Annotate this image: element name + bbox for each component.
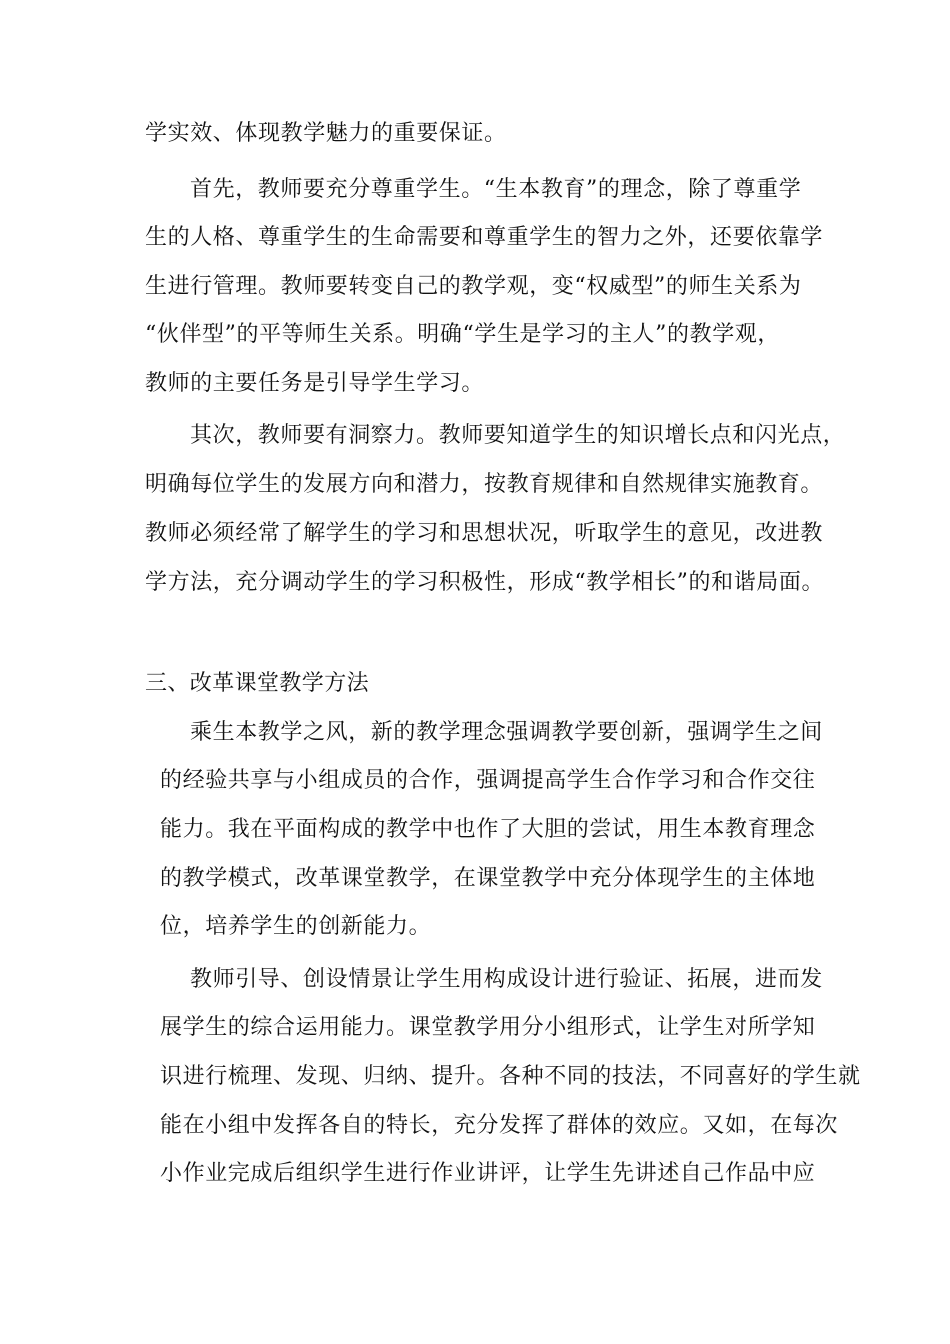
- paragraph-line: 乘生本教学之风，新的教学理念强调教学要创新，强调学生之间: [190, 720, 823, 745]
- paragraph-line: 能力。我在平面构成的教学中也作了大胆的尝试，用生本教育理念: [160, 817, 816, 842]
- section-heading: 三、改革课堂教学方法: [145, 671, 370, 696]
- paragraph-line: 能在小组中发挥各自的特长，充分发挥了群体的效应。又如，在每次: [160, 1113, 839, 1138]
- paragraph-line: 的经验共享与小组成员的合作，强调提高学生合作学习和合作交往: [160, 768, 816, 793]
- paragraph-line: “伙伴型”的平等师生关系。明确“学生是学习的主人”的教学观，: [145, 322, 780, 347]
- paragraph-line: 教师引导、创设情景让学生用构成设计进行验证、拓展，进而发: [190, 967, 823, 992]
- paragraph-line: 小作业完成后组织学生进行作业讲评，让学生先讲述自己作品中应: [160, 1161, 816, 1186]
- paragraph-line: 识进行梳理、发现、归纳、提升。各种不同的技法，不同喜好的学生就: [160, 1064, 861, 1089]
- paragraph-line: 学方法，充分调动学生的学习积极性，形成“教学相长”的和谐局面。: [145, 570, 825, 595]
- paragraph-line: 教师的主要任务是引导学生学习。: [145, 371, 485, 396]
- paragraph-line: 明确每位学生的发展方向和潜力，按教育规律和自然规律实施教育。: [145, 472, 824, 497]
- paragraph-line: 学实效、体现教学魅力的重要保证。: [145, 121, 507, 146]
- paragraph-line: 生的人格、尊重学生的生命需要和尊重学生的智力之外，还要依靠学: [145, 225, 824, 250]
- paragraph-line: 位，培养学生的创新能力。: [160, 914, 432, 939]
- paragraph-line: 其次，教师要有洞察力。教师要知道学生的知识增长点和闪光点，: [190, 423, 846, 448]
- paragraph-line: 教师必须经常了解学生的学习和思想状况，听取学生的意见，改进教: [145, 521, 824, 546]
- paragraph-line: 展学生的综合运用能力。课堂教学用分小组形式，让学生对所学知: [160, 1015, 816, 1040]
- paragraph-line: 首先，教师要充分尊重学生。“生本教育”的理念，除了尊重学: [190, 177, 802, 202]
- paragraph-line: 的教学模式，改革课堂教学，在课堂教学中充分体现学生的主体地: [160, 866, 816, 891]
- paragraph-line: 生进行管理。教师要转变自己的教学观，变“权威型”的师生关系为: [145, 274, 802, 299]
